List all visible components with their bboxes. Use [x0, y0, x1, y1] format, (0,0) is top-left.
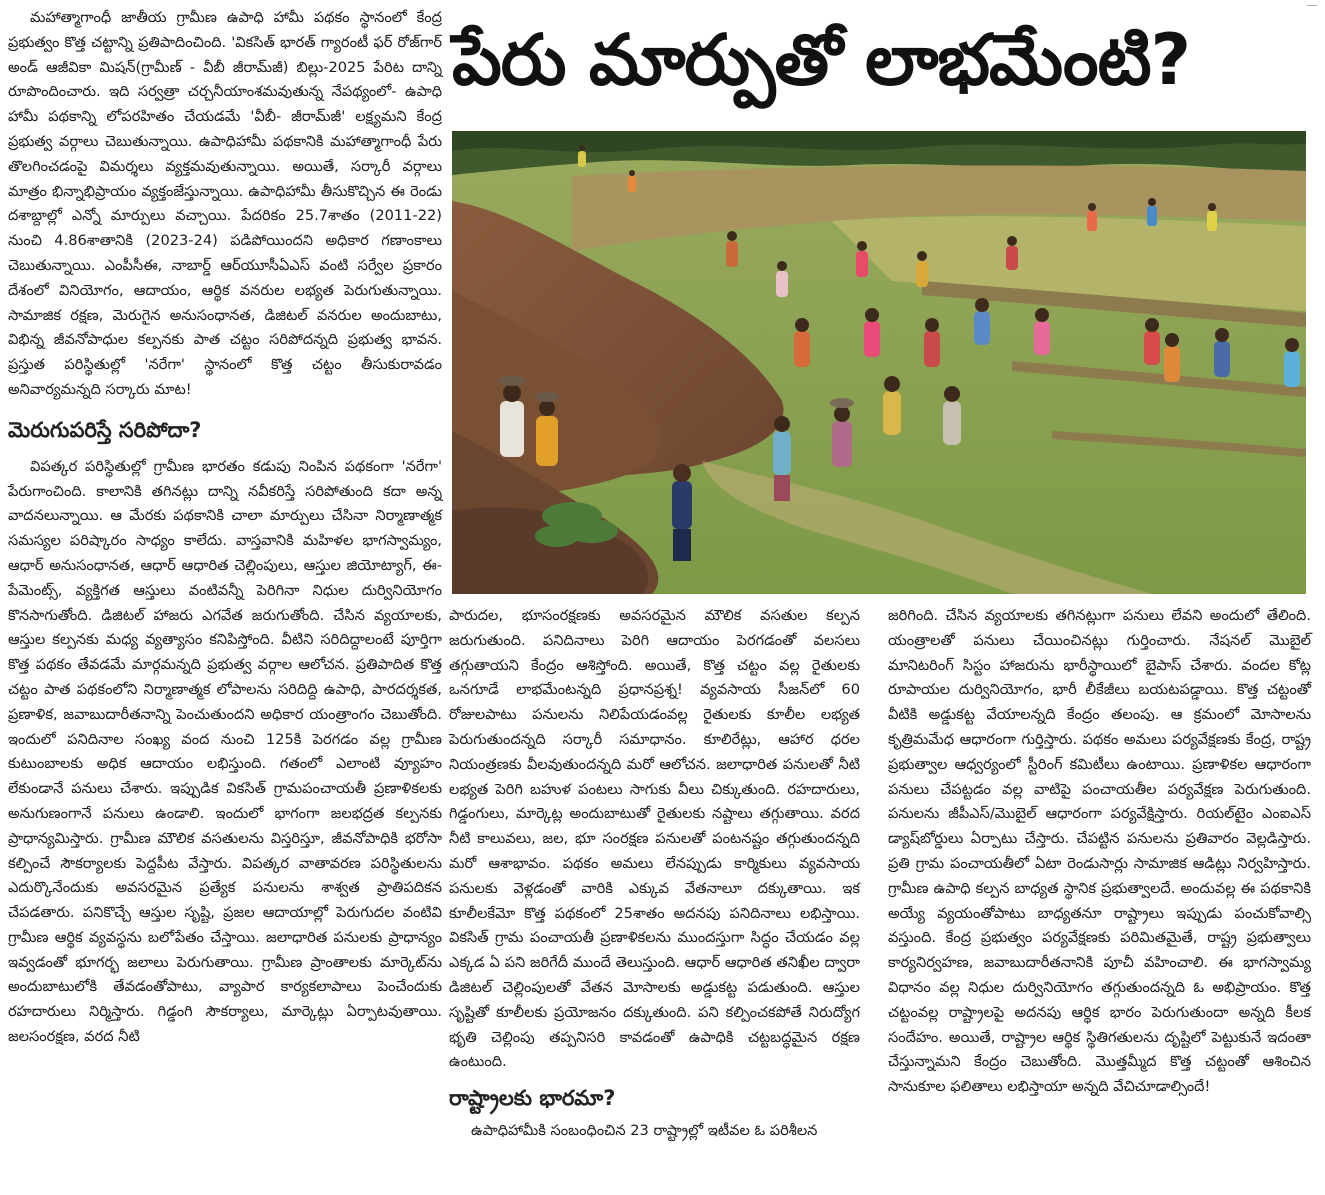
intro-paragraph: మహాత్మాగాంధీ జాతీయ గ్రామీణ ఉపాధి హామీ పథకం స్థానంలో కేంద్ర ప్రభుత్వం కొత్త చట్టాన్ని ప్రతిపాదించింది. 'వికసిత్ భారత్ గ్యారంటీ ఫర్ రోజ్‌గార్ అండ్ ఆజీవికా మిషన్(గ్రామీణ్ - వీబీ జీరామ్‌జీ) బిల్లు-2025 పేరిట దాన్ని రూపొందించారు. ఇది సర్వత్రా చర్చనీయాంశమవుతున్న నేపథ్యంలో- ఉపాధి హామీ పథకాన్ని లోపరహితం చేయడమే 'వీబీ- జీరామ్‌జీ' లక్ష్యమని కేంద్ర ప్రభుత్వ వర్గాలు చెబుతున్నాయి. ఉపాధిహామీ పథకానికి మహాత్మాగాంధీ పేరు తొలగించడంపై విమర్శలు వ్యక్తమవుతున్నాయి. అయితే, సర్కారీ వర్గాలు మాత్రం భిన్నాభిప్రాయం వ్యక్తంజేస్తున్నాయి. ఉపాధిహామీ తీసుకొచ్చిన ఈ రెండు దశాబ్దాల్లో ఎన్నో మార్పులు వచ్చాయి. పేదరికం 25.7శాతం (2011-22) నుంచి 4.86శాతానికి (2023-24) పడిపోయిందని అధికార గణాంకాలు చెబుతున్నాయి. ఎంపీసీఈ, నాబార్డ్ ఆర్‌యూసీఏఎస్ వంటి సర్వేల ప్రకారం దేశంలో వినియోగం, ఆదాయం, ఆర్థిక వనరుల లభ్యత పెరుగుతున్నాయి. సామాజిక రక్షణ, మెరుగైన అనుసంధానత, డిజిటల్ వనరుల అందుబాటు, విభిన్న జీవనోపాధుల కల్పనకు పాత చట్టం సరిపోదన్నది ప్రభుత్వ భావన. ప్రస్తుత పరిస్థితుల్లో 'నరేగా' స్థానంలో కొత్త చట్టం తీసుకురావడం అనివార్యమన్నది సర్కారు మాట! [8, 9, 442, 398]
body-paragraph: జరిగింది. చేసిన వ్యయాలకు తగినట్లుగా పనులు లేవని అందులో తేలింది. యంత్రాలతో పనులు చేయించినట్లు గుర్తించారు. నేషనల్ మొబైల్ మానిటరింగ్ సిస్టం హాజరును భారీస్థాయిలో బైపాస్ చేశారు. వందల కోట్ల రూపాయల దుర్వినియోగం, భారీ లీకేజీలు బయటపడ్డాయి. కొత్త చట్టంతో వీటికి అడ్డుకట్ట వేయాలన్నది కేంద్రం తలంపు. ఆ క్రమంలో మోసాలను కృత్రిమమేధ ఆధారంగా గుర్తిస్తారు. పథకం అమలు పర్యవేక్షణకు కేంద్ర, రాష్ట్ర ప్రభుత్వాల ఆధ్వర్యంలో స్టీరింగ్ కమిటీలు ఉంటాయి. ప్రణాళికల ఆధారంగా పనులు చేపట్టడం వల్ల వాటిపై పంచాయతీల పర్యవేక్షణ పెరుగుతుంది. పనులను జీపీఎస్/మొబైల్ ఆధారంగా పర్యవేక్షిస్తారు. రియల్‌టైం ఎంఐఎస్ డ్యాష్‌బోర్డులు ఏర్పాటు చేస్తారు. చేపట్టిన పనులను ప్రతివారం వెల్లడిస్తారు. ప్రతి గ్రామ పంచాయతీలో ఏటా రెండుసార్లు సామాజిక ఆడిట్లు నిర్వహిస్తారు. గ్రామీణ ఉపాధి కల్పన బాధ్యత స్థానిక ప్రభుత్వాలదే. అందువల్ల ఈ పథకానికి అయ్యే వ్యయంతోపాటు బాధ్యతనూ రాష్ట్రాలు ఇప్పుడు పంచుకోవాల్సి వస్తుంది. కేంద్ర ప్రభుత్వం పర్యవేక్షణకు పరిమితమైతే, రాష్ట్ర ప్రభుత్వాలు కార్యనిర్వహణ, జవాబుదారీతనానికి పూచీ వహించాలి. ఈ భాగస్వామ్య విధానం వల్ల నిధుల దుర్వినియోగం తగ్గుతుందన్నది ఓ అభిప్రాయం. కొత్త చట్టంవల్ల రాష్ట్రాలపై అదనపు ఆర్థిక భారం పెరుగుతుందా అన్నది కీలక సందేహం. అయితే, రాష్ట్రాల ఆర్థిక స్థితిగతులను దృష్టిలో పెట్టుకునే ఇదంతా చేస్తున్నామని కేంద్రం చెబుతోంది. మొత్తమ్మీద కొత్త చట్టంతో ఆశించిన సానుకూల ఫలితాలు లభిస్తాయా అన్నది వేచిచూడాల్సిందే! [888, 607, 1311, 1096]
body-paragraph: విపత్కర పరిస్థితుల్లో గ్రామీణ భారతం కడుపు నింపిన పథకంగా 'నరేగా' పేరుగాంచింది. కాలానికి తగినట్లు దాన్ని నవీకరిస్తే సరిపోతుంది కదా అన్న వాదనలున్నాయి. ఆ మేరకు పథకానికి చాలా మార్పులు చేసినా నిర్మాణాత్మక సమస్యల పరిష్కారం సాధ్యం కాలేదు. వాస్తవానికి మహిళల భాగస్వామ్యం, ఆధార్ అనుసంధానత, ఆధార్ ఆధారిత చెల్లింపులు, ఆస్తుల జియోట్యాగ్, ఈ-పేమెంట్స్, వ్యక్తిగత ఆస్తులు వంటివన్నీ పెరిగినా నిధుల దుర్వినియోగం కొనసాగుతోంది. డిజిటల్ హాజరు ఎగవేత జరుగుతోంది. చేసిన వ్యయాలకు, ఆస్తుల కల్పనకు మధ్య వ్యత్యాసం కనిపిస్తోంది. వీటిని సరిదిద్దాలంటే పూర్తిగా కొత్త పథకం తేవడమే మార్గమన్నది ప్రభుత్వ వర్గాల ఆలోచన. ప్రతిపాదిత కొత్త చట్టం పాత పథకంలోని నిర్మాణాత్మక లోపాలను సరిదిద్ది ఉపాధి, పారదర్శకత, ప్రణాళిక, జవాబుదారీతనాన్ని పెంచుతుందని అధికార యంత్రాంగం చెబుతోంది. ఇందులో పనిదినాల సంఖ్య వంద నుంచి 125కి పెరగడం వల్ల గ్రామీణ కుటుంబాలకు అధిక ఆదాయం లభిస్తుంది. గతంలో ఎలాంటి వ్యూహం లేకుండానే పనులు చేశారు. ఇప్పుడిక వికసిత్ గ్రామపంచాయతీ ప్రణాళికలకు అనుగుణంగానే పనులు ఉండాలి. ఇందులో భాగంగా జలభద్రత కల్పనకు ప్రాధాన్యమిస్తారు. గ్రామీణ మౌలిక వసతులను విస్తరిస్తూ, జీవనోపాధికి భరోసా కల్పించే సౌకర్యాలకు పెద్దపీట వేస్తారు. విపత్కర వాతావరణ పరిస్థితులను ఎదుర్కొనేందుకు అవసరమైన ప్రత్యేక పనులను శాశ్వత ప్రాతిపదికన చేపడతారు. పనికొచ్చే ఆస్తుల సృష్టి, ప్రజల ఆదాయాల్లో పెరుగుదల వంటివి గ్రామీణ ఆర్థిక వ్యవస్థను బలోపేతం చేస్తాయి. జలాధారిత పనులకు ప్రాధాన్యం ఇవ్వడంతో భూగర్భ జలాలు పెరుగుతాయి. గ్రామీణ ప్రాంతాలకు మార్కెట్‌ను అందుబాటులోకి తేవడంతోపాటు, వ్యాపార కార్యకలాపాలు పెంచేందుకు రహదారులు నిర్మిస్తారు. గిడ్డంగి సౌకర్యాలు, మార్కెట్లు ఏర్పాటవుతాయి. జలసంరక్షణ, వరద నీటి [8, 457, 442, 1046]
article-column-2 [449, 604, 860, 1144]
headline: పేరు మార్పుతో లాభమేంటి? [452, 19, 1191, 101]
body-paragraph: పారుదల, భూసంరక్షణకు అవసరమైన మౌలిక వసతుల కల్పన జరుగుతుంది. పనిదినాలు పెరిగి ఆదాయం పెరగడంతో వలసలు తగ్గుతాయని కేంద్రం ఆశిస్తోంది. అయితే, కొత్త చట్టం వల్ల రైతులకు ఒనగూడే లాభమేంటన్నది ప్రధానప్రశ్న! వ్యవసాయ సీజన్‌లో 60 రోజులపాటు పనులను నిలిపేయడంవల్ల రైతులకు కూలీల లభ్యత పెరుగుతుందన్నది సర్కారీ సమాధానం. కూలిరేట్లు, ఆహార ధరల నియంత్రణకు వీలవుతుందన్నది మరో ఆలోచన. జలాధారిత పనులతో నీటి లభ్యత పెరిగి బహుళ పంటలు సాగుకు వీలు చిక్కుతుంది. రహదారులు, గిడ్డంగులు, మార్కెట్ల అందుబాటుతో రైతులకు నష్టాలు తగ్గుతాయి. వరద నీటి కాలువలు, జల, భూ సంరక్షణ పనులతో పంటనష్టం తగ్గుతుందన్నది మరో ఆశాభావం. పథకం అమలు లేనప్పుడు కార్మికులు వ్యవసాయ పనులకు వెళ్లడంతో వారికి ఎక్కువ వేతనాలూ దక్కుతాయి. ఇక కూలీలకేమో కొత్త పథకంలో 25శాతం అదనపు పనిదినాలు లభిస్తాయి. వికసిత్ గ్రామ పంచాయతీ ప్రణాళికలను ముందస్తుగా సిద్ధం చేయడం వల్ల ఎక్కడ ఏ పని జరిగేదీ ముందే తెలుస్తుంది. ఆధార్ ఆధారిత తనిఖీల ద్వారా డిజిటల్ చెల్లింపులతో వేతన మోసాలకు అడ్డుకట్ట పడుతుంది. ఆస్తుల సృష్టితో కూలీలకు ప్రయోజనం దక్కుతుంది. పని కల్పించకపోతే నిరుద్యోగ భృతి చెల్లింపు తప్పనిసరి కావడంతో ఉపాధికి చట్టబద్ధమైన రక్షణ ఉంటుంది. [449, 607, 860, 1071]
body-paragraph: ఉపాధిహామీకి సంబంధించిన 23 రాష్ట్రాల్లో ఇటీవల ఓ పరిశీలన [471, 1122, 818, 1140]
article-column-3 [888, 604, 1311, 1100]
subheading-improvement: మెరుగుపరిస్తే సరిపోదా? [8, 417, 202, 442]
worksite-illustration [452, 131, 1306, 594]
news-photo [452, 131, 1306, 594]
article-column-1 [8, 6, 442, 1050]
corner-rule [1307, 0, 1317, 6]
subheading-states-burden: రాష్ట్రాలకు భారమా? [449, 1086, 616, 1111]
